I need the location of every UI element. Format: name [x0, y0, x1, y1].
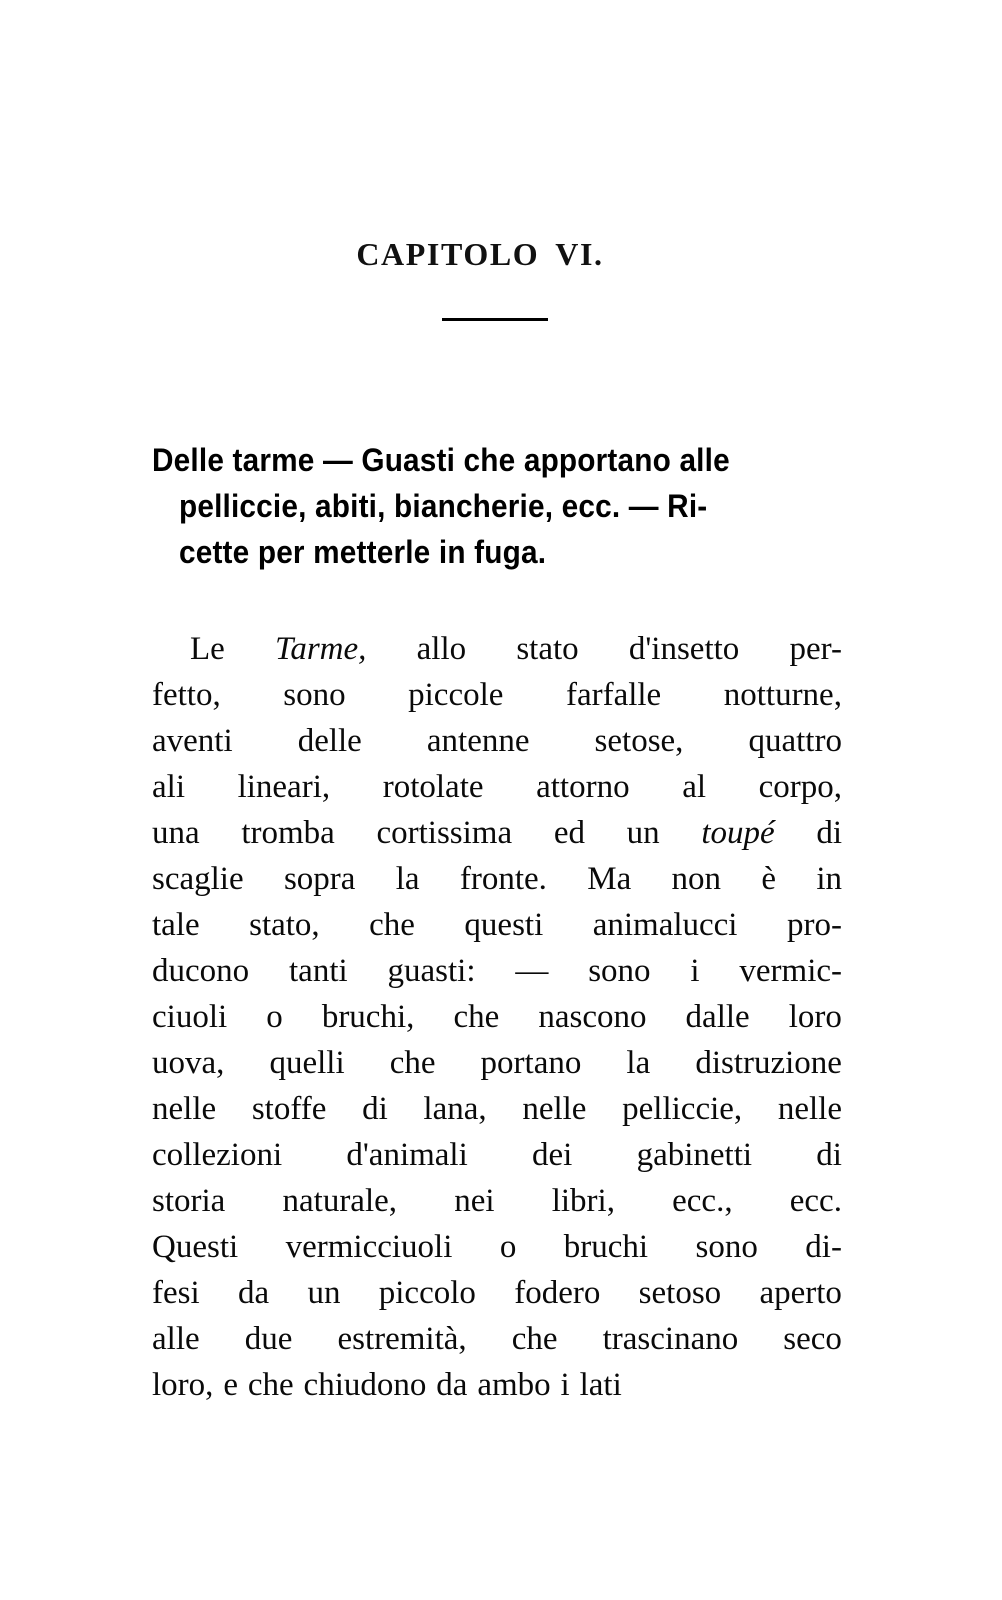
- body-word: i: [690, 953, 700, 989]
- body-word: da: [237, 1275, 270, 1311]
- body-word: animalucci: [592, 907, 738, 943]
- body-text-line: [152, 1316, 842, 1362]
- body-word: delle: [297, 723, 362, 759]
- body-word: storia: [152, 1183, 226, 1219]
- body-text-line: [152, 1086, 842, 1132]
- body-word: nei: [454, 1183, 495, 1219]
- body-word: scaglie: [152, 861, 244, 897]
- body-text-line: [152, 718, 842, 764]
- body-word: d'animali: [346, 1137, 468, 1173]
- body-word: fetto,: [152, 677, 221, 713]
- chapter-subtitle-line: pelliccie, abiti, biancherie, ecc. — Ri-: [178, 488, 708, 524]
- body-word: ali: [152, 769, 185, 805]
- body-word: d'insetto: [628, 631, 740, 667]
- body-word: aventi: [152, 723, 233, 759]
- body-word: che: [247, 1367, 294, 1403]
- body-word: da: [436, 1367, 468, 1403]
- body-word: lana,: [423, 1091, 487, 1127]
- body-word: sono: [283, 677, 346, 713]
- body-word: quelli: [269, 1045, 345, 1081]
- body-word: bruchi: [563, 1229, 649, 1265]
- body-word: è: [761, 861, 777, 897]
- body-word: antenne: [426, 723, 530, 759]
- body-word: un: [626, 815, 660, 851]
- body-word: Questi: [152, 1229, 239, 1265]
- body-word: o: [266, 999, 283, 1035]
- body-word: pro-: [786, 907, 842, 943]
- body-word: sono: [695, 1229, 758, 1265]
- body-word: trascinano: [602, 1321, 739, 1357]
- body-word: aperto: [759, 1275, 842, 1311]
- body-word: o: [499, 1229, 517, 1265]
- body-word: stato,: [249, 907, 320, 943]
- body-word: corpo,: [758, 769, 842, 805]
- body-word: di: [362, 1091, 388, 1127]
- body-word: che: [369, 907, 415, 943]
- body-word: piccolo: [378, 1275, 476, 1311]
- body-word: portano: [480, 1045, 582, 1081]
- body-word: tanti: [289, 953, 348, 989]
- italic-word: Tarme,: [275, 631, 367, 667]
- chapter-subtitle: [152, 437, 842, 575]
- body-word: quattro: [748, 723, 842, 759]
- horizontal-rule-divider: [442, 318, 548, 321]
- body-word: piccole: [408, 677, 504, 713]
- body-word: estremità,: [337, 1321, 467, 1357]
- body-word: di-: [805, 1229, 842, 1265]
- body-text-line: [152, 626, 842, 672]
- body-word: nascono: [538, 999, 647, 1035]
- body-word: collezioni: [152, 1137, 283, 1173]
- body-word: e: [223, 1367, 238, 1403]
- body-word: vermicciuoli: [285, 1229, 453, 1265]
- body-word: distruzione: [695, 1045, 842, 1081]
- body-word: al: [682, 769, 707, 805]
- body-word: Ma: [587, 861, 632, 897]
- italic-word: toupé: [701, 815, 775, 851]
- body-word: che: [453, 999, 500, 1035]
- body-word: uova,: [152, 1045, 225, 1081]
- body-word: loro: [788, 999, 842, 1035]
- body-word: —: [515, 953, 549, 989]
- body-text-line: [152, 672, 842, 718]
- body-word: rotolate: [382, 769, 484, 805]
- body-word: di: [816, 1137, 842, 1173]
- body-word: ducono: [152, 953, 250, 989]
- page-title: CAPITOLO VI.: [356, 236, 604, 273]
- body-word: di: [816, 815, 842, 851]
- body-word: i: [560, 1367, 570, 1403]
- body-word: bruchi,: [321, 999, 415, 1035]
- body-text-line: [152, 1040, 842, 1086]
- body-word: stoffe: [251, 1091, 327, 1127]
- body-word: nelle: [777, 1091, 842, 1127]
- body-word: ecc.: [789, 1183, 842, 1219]
- body-word: dalle: [685, 999, 750, 1035]
- body-word: stato: [516, 631, 579, 667]
- body-word: lati: [579, 1367, 622, 1403]
- body-word: libri,: [551, 1183, 615, 1219]
- body-word: fesi: [152, 1275, 200, 1311]
- body-word: questi: [464, 907, 544, 943]
- body-word: seco: [783, 1321, 842, 1357]
- body-word: in: [816, 861, 842, 897]
- body-word: dei: [532, 1137, 573, 1173]
- body-word: setose,: [594, 723, 684, 759]
- body-text-line: [152, 1270, 842, 1316]
- body-text-line: [152, 948, 842, 994]
- body-word: nelle: [152, 1091, 217, 1127]
- body-word: tromba: [241, 815, 335, 851]
- body-word: setoso: [638, 1275, 722, 1311]
- body-word: per-: [789, 631, 842, 667]
- body-text-line: [152, 856, 842, 902]
- body-word: vermic-: [739, 953, 842, 989]
- body-word: Le: [190, 631, 225, 667]
- body-word: sopra: [283, 861, 356, 897]
- body-word: fodero: [514, 1275, 601, 1311]
- body-text-line: [152, 994, 842, 1040]
- body-text-line: [152, 1362, 842, 1408]
- body-word: ecc.,: [672, 1183, 733, 1219]
- body-word: una: [152, 815, 200, 851]
- body-word: allo: [416, 631, 467, 667]
- body-word: sono: [588, 953, 651, 989]
- body-word: farfalle: [565, 677, 662, 713]
- body-paragraph: [152, 626, 842, 1408]
- body-word: fronte.: [459, 861, 547, 897]
- body-word: attorno: [536, 769, 630, 805]
- body-word: loro,: [152, 1367, 214, 1403]
- body-word: ambo: [477, 1367, 551, 1403]
- body-word: non: [671, 861, 722, 897]
- body-word: ciuoli: [152, 999, 228, 1035]
- body-word: che: [511, 1321, 558, 1357]
- body-word: naturale,: [282, 1183, 398, 1219]
- body-text-line: [152, 1132, 842, 1178]
- body-word: chiudono: [303, 1367, 427, 1403]
- body-text-line: [152, 810, 842, 856]
- chapter-divider-wrap: [0, 310, 990, 328]
- body-word: la: [395, 861, 420, 897]
- body-word: tale: [152, 907, 200, 943]
- chapter-subtitle-line: cette per metterle in fuga.: [178, 534, 547, 570]
- body-word: alle: [152, 1321, 200, 1357]
- body-word: ed: [553, 815, 585, 851]
- body-text-line: [152, 1178, 842, 1224]
- body-word: nelle: [522, 1091, 587, 1127]
- body-word: la: [626, 1045, 651, 1081]
- chapter-subtitle-line: Delle tarme — Guasti che apportano alle: [152, 442, 730, 478]
- body-word: cortissima: [376, 815, 513, 851]
- body-word: lineari,: [237, 769, 331, 805]
- body-word: guasti:: [387, 953, 476, 989]
- body-word: due: [244, 1321, 293, 1357]
- body-word: pelliccie,: [622, 1091, 743, 1127]
- body-text-line: [152, 764, 842, 810]
- body-word: notturne,: [723, 677, 842, 713]
- body-word: gabinetti: [636, 1137, 753, 1173]
- body-word: che: [389, 1045, 436, 1081]
- body-text-line: [152, 902, 842, 948]
- body-text-line: [152, 1224, 842, 1270]
- body-word: un: [307, 1275, 341, 1311]
